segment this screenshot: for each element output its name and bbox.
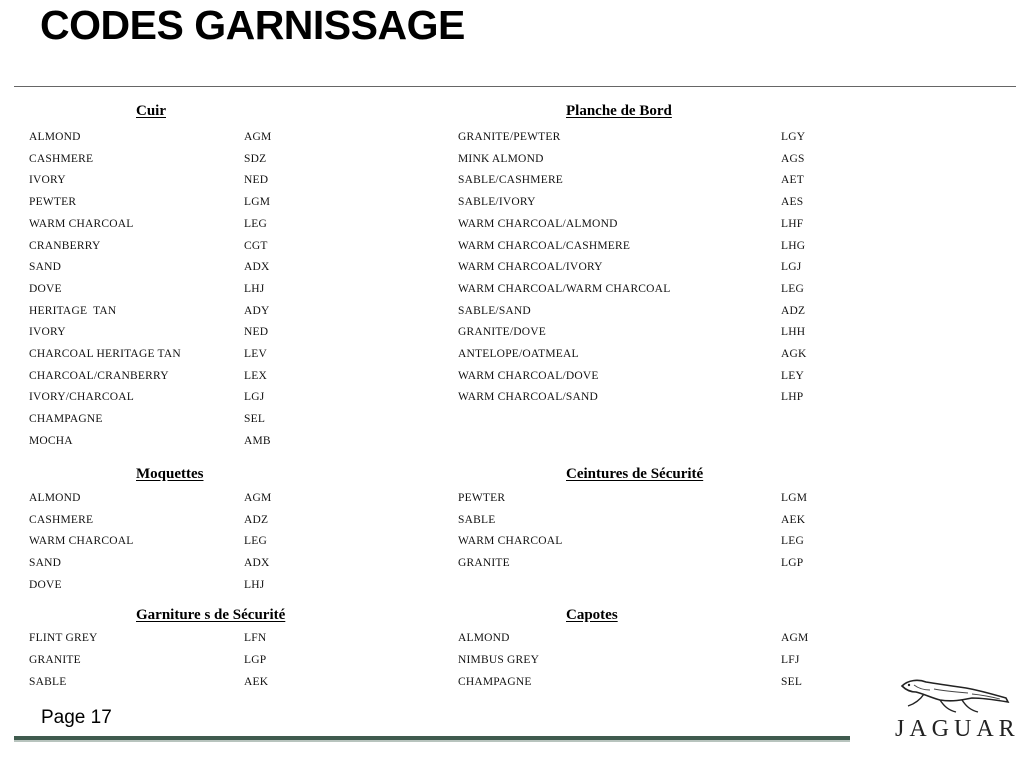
planche-item-name: SABLE/CASHMERE xyxy=(458,174,564,187)
cuir-item-name: CRANBERRY xyxy=(29,239,101,252)
planche-item-name: WARM CHARCOAL/WARM CHARCOAL xyxy=(458,282,671,295)
cuir-item-name: SAND xyxy=(29,261,62,274)
planche-item-name: SABLE/IVORY xyxy=(458,196,536,209)
section-heading-ceintures: Ceintures de Sécurité xyxy=(566,466,704,482)
planche-item-name: WARM CHARCOAL/IVORY xyxy=(458,261,603,274)
cuir-item-name: WARM CHARCOAL xyxy=(29,217,134,230)
cuir-item-name: CASHMERE xyxy=(29,152,94,165)
cuir-item-code: AGM xyxy=(244,131,272,143)
garnitures-item-name: GRANITE xyxy=(29,654,81,666)
moquettes-item-name: WARM CHARCOAL xyxy=(29,535,134,548)
ceintures-item-name: WARM CHARCOAL xyxy=(458,535,563,548)
capotes-item-name: NIMBUS GREY xyxy=(458,654,540,666)
cuir-item-name: CHARCOAL HERITAGE TAN xyxy=(29,348,181,360)
moquettes-item-code: ADZ xyxy=(244,513,269,526)
garnitures-item-name: SABLE xyxy=(29,676,67,688)
cuir-item-name: ALMOND xyxy=(29,131,81,143)
planche-item-name: ANTELOPE/OATMEAL xyxy=(458,348,579,360)
planche-item-name: GRANITE/PEWTER xyxy=(458,131,561,143)
cuir-item-code: SEL xyxy=(244,413,266,426)
planche-item-name: WARM CHARCOAL/CASHMERE xyxy=(458,239,631,252)
ceintures-item-name: GRANITE xyxy=(458,557,510,570)
planche-item-name: WARM CHARCOAL/SAND xyxy=(458,391,599,404)
planche-item-code: LEY xyxy=(781,369,804,382)
planche-item-code: AES xyxy=(781,196,804,209)
cuir-item-code: ADX xyxy=(244,261,270,274)
ceintures-item-name: PEWTER xyxy=(458,492,506,504)
cuir-item-code: SDZ xyxy=(244,152,267,165)
planche-item-name: GRANITE/DOVE xyxy=(458,326,546,339)
moquettes-item-name: ALMOND xyxy=(29,492,81,504)
jaguar-logo-text: JAGUAR xyxy=(895,716,1020,742)
capotes-item-code: LFJ xyxy=(781,654,800,666)
cuir-item-name: CHAMPAGNE xyxy=(29,413,103,426)
planche-item-name: WARM CHARCOAL/ALMOND xyxy=(458,217,618,230)
planche-item-code: LHF xyxy=(781,217,804,230)
ceintures-item-name: SABLE xyxy=(458,513,496,526)
moquettes-item-code: LHJ xyxy=(244,578,265,591)
moquettes-item-name: CASHMERE xyxy=(29,513,94,526)
footer-bar-shadow xyxy=(14,740,850,742)
cuir-item-name: MOCHA xyxy=(29,434,73,447)
garnitures-item-code: LFN xyxy=(244,632,267,644)
section-heading-planche: Planche de Bord xyxy=(566,103,672,119)
planche-item-code: ADZ xyxy=(781,304,806,317)
cuir-item-code: NED xyxy=(244,326,269,339)
planche-item-code: LHP xyxy=(781,391,804,404)
moquettes-item-code: ADX xyxy=(244,557,270,570)
cuir-item-code: LEX xyxy=(244,369,267,382)
cuir-item-code: LGM xyxy=(244,196,271,209)
planche-item-name: SABLE/SAND xyxy=(458,304,531,317)
cuir-item-code: NED xyxy=(244,174,269,187)
planche-item-code: LHG xyxy=(781,239,806,252)
section-heading-cuir: Cuir xyxy=(136,103,166,119)
section-heading-garnitures: Garniture s de Sécurité xyxy=(136,607,286,623)
cuir-item-name: CHARCOAL/CRANBERRY xyxy=(29,369,169,382)
planche-item-code: LGJ xyxy=(781,261,802,274)
planche-item-code: LGY xyxy=(781,131,806,143)
jaguar-leaper-icon xyxy=(900,676,1010,716)
cuir-item-name: IVORY/CHARCOAL xyxy=(29,391,135,404)
section-heading-capotes: Capotes xyxy=(566,607,618,623)
capotes-item-name: CHAMPAGNE xyxy=(458,676,532,688)
title-divider xyxy=(14,86,1016,87)
cuir-item-code: LEG xyxy=(244,217,267,230)
capotes-item-code: AGM xyxy=(781,632,809,644)
cuir-item-name: HERITAGE TAN xyxy=(29,304,117,317)
cuir-item-code: AMB xyxy=(244,434,271,447)
planche-item-code: LHH xyxy=(781,326,806,339)
moquettes-item-name: SAND xyxy=(29,557,62,570)
cuir-item-code: LHJ xyxy=(244,282,265,295)
ceintures-item-code: LGM xyxy=(781,492,808,504)
cuir-item-name: PEWTER xyxy=(29,196,77,209)
moquettes-item-name: DOVE xyxy=(29,578,62,591)
planche-item-name: MINK ALMOND xyxy=(458,152,544,165)
planche-item-code: LEG xyxy=(781,282,804,295)
section-heading-moquettes: Moquettes xyxy=(136,466,204,482)
cuir-item-code: CGT xyxy=(244,239,268,252)
cuir-item-name: DOVE xyxy=(29,282,62,295)
page-number: Page 17 xyxy=(41,707,112,728)
planche-item-name: WARM CHARCOAL/DOVE xyxy=(458,369,599,382)
moquettes-item-code: LEG xyxy=(244,535,267,548)
ceintures-item-code: LEG xyxy=(781,535,804,548)
capotes-item-code: SEL xyxy=(781,676,803,688)
capotes-item-name: ALMOND xyxy=(458,632,510,644)
planche-item-code: AGS xyxy=(781,152,805,165)
cuir-item-code: ADY xyxy=(244,304,270,317)
cuir-item-code: LEV xyxy=(244,348,267,360)
ceintures-item-code: AEK xyxy=(781,513,806,526)
moquettes-item-code: AGM xyxy=(244,492,272,504)
planche-item-code: AGK xyxy=(781,348,807,360)
cuir-item-code: LGJ xyxy=(244,391,265,404)
garnitures-item-code: LGP xyxy=(244,654,267,666)
garnitures-item-name: FLINT GREY xyxy=(29,632,98,644)
planche-item-code: AET xyxy=(781,174,804,187)
cuir-item-name: IVORY xyxy=(29,326,66,339)
page-title: CODES GARNISSAGE xyxy=(40,2,465,48)
garnitures-item-code: AEK xyxy=(244,676,269,688)
ceintures-item-code: LGP xyxy=(781,557,804,570)
cuir-item-name: IVORY xyxy=(29,174,66,187)
